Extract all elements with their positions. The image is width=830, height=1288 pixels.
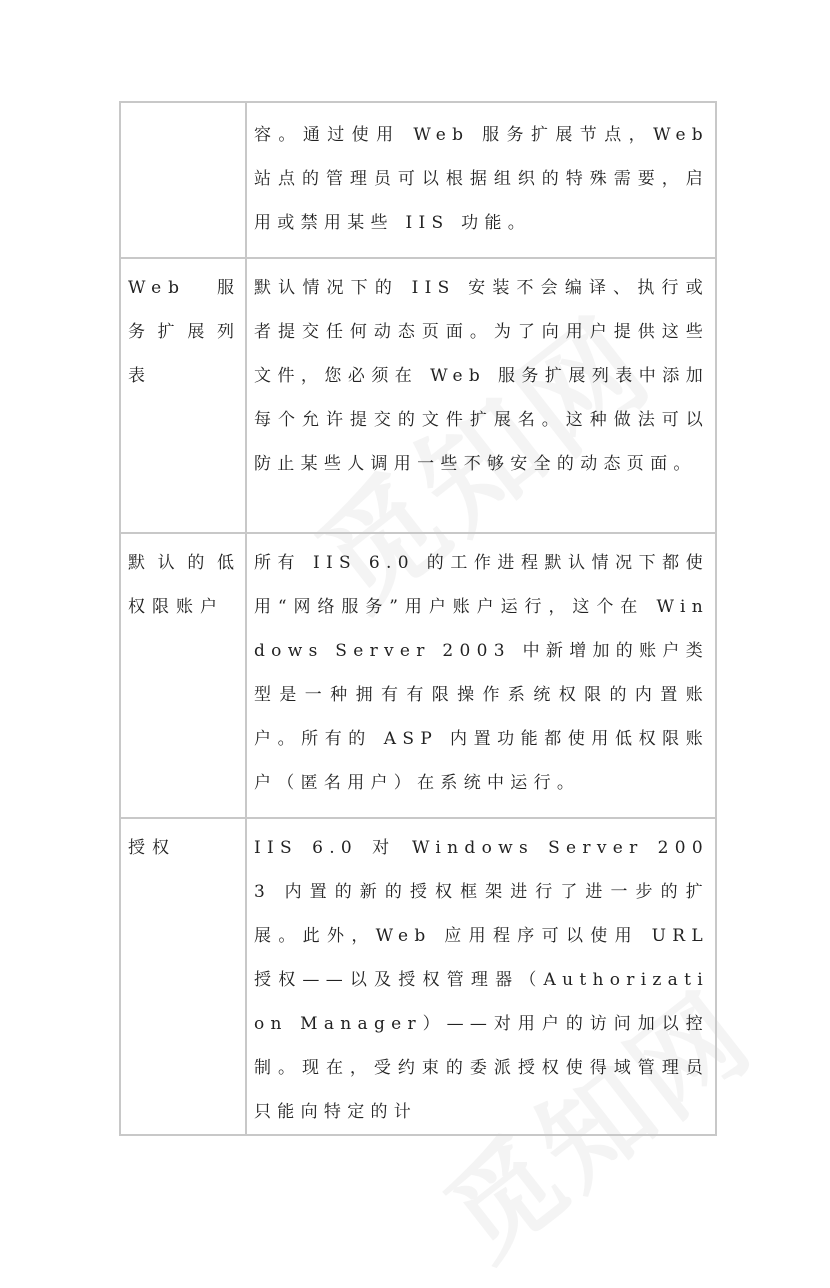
row-label-cell <box>120 102 246 258</box>
table-row <box>120 258 716 533</box>
row-content-cell <box>246 533 716 818</box>
row-content-cell <box>246 102 716 258</box>
row-label-cell <box>120 818 246 1135</box>
feature-table <box>119 101 717 1136</box>
row-label <box>121 103 245 110</box>
row-label: 授权 <box>128 838 176 858</box>
row-label-cell <box>120 258 246 533</box>
row-label: 默认的低权限账户 <box>128 553 241 617</box>
row-label-cell <box>120 533 246 818</box>
row-description: 所有 IIS 6.0 的工作进程默认情况下都使用“网络服务”用户账户运行，这个在 Windows Server 2003 中新增加的账户类型是一种拥有有限操作系统权限的内置账户。所有的 ASP 内置功能都使用低权限账户（匿名用户）在系统中运行。 <box>254 553 709 793</box>
row-description: 默认情况下的 IIS 安装不会编译、执行或者提交任何动态页面。为了向用户提供这些文件，您必须在 Web 服务扩展列表中添加每个允许提交的文件扩展名。这种做法可以防止某些人调用一些不够安全的动态页面。 <box>254 278 709 474</box>
row-content-cell <box>246 818 716 1135</box>
row-label: Web 服务扩展列表 <box>128 278 241 386</box>
table-row <box>120 818 716 1135</box>
row-description: 容。通过使用 Web 服务扩展节点，Web 站点的管理员可以根据组织的特殊需要，启用或禁用某些 IIS 功能。 <box>254 125 709 233</box>
row-content-cell <box>246 258 716 533</box>
table-row <box>120 102 716 258</box>
table-row <box>120 533 716 818</box>
row-description: IIS 6.0 对 Windows Server 2003 内置的新的授权框架进行了进一步的扩展。此外，Web 应用程序可以使用 URL 授权——以及授权管理器（Authorization Manager）——对用户的访问加以控制。现在，受约束的委派授权使得域管理员只能向特定的计 <box>254 838 709 1122</box>
